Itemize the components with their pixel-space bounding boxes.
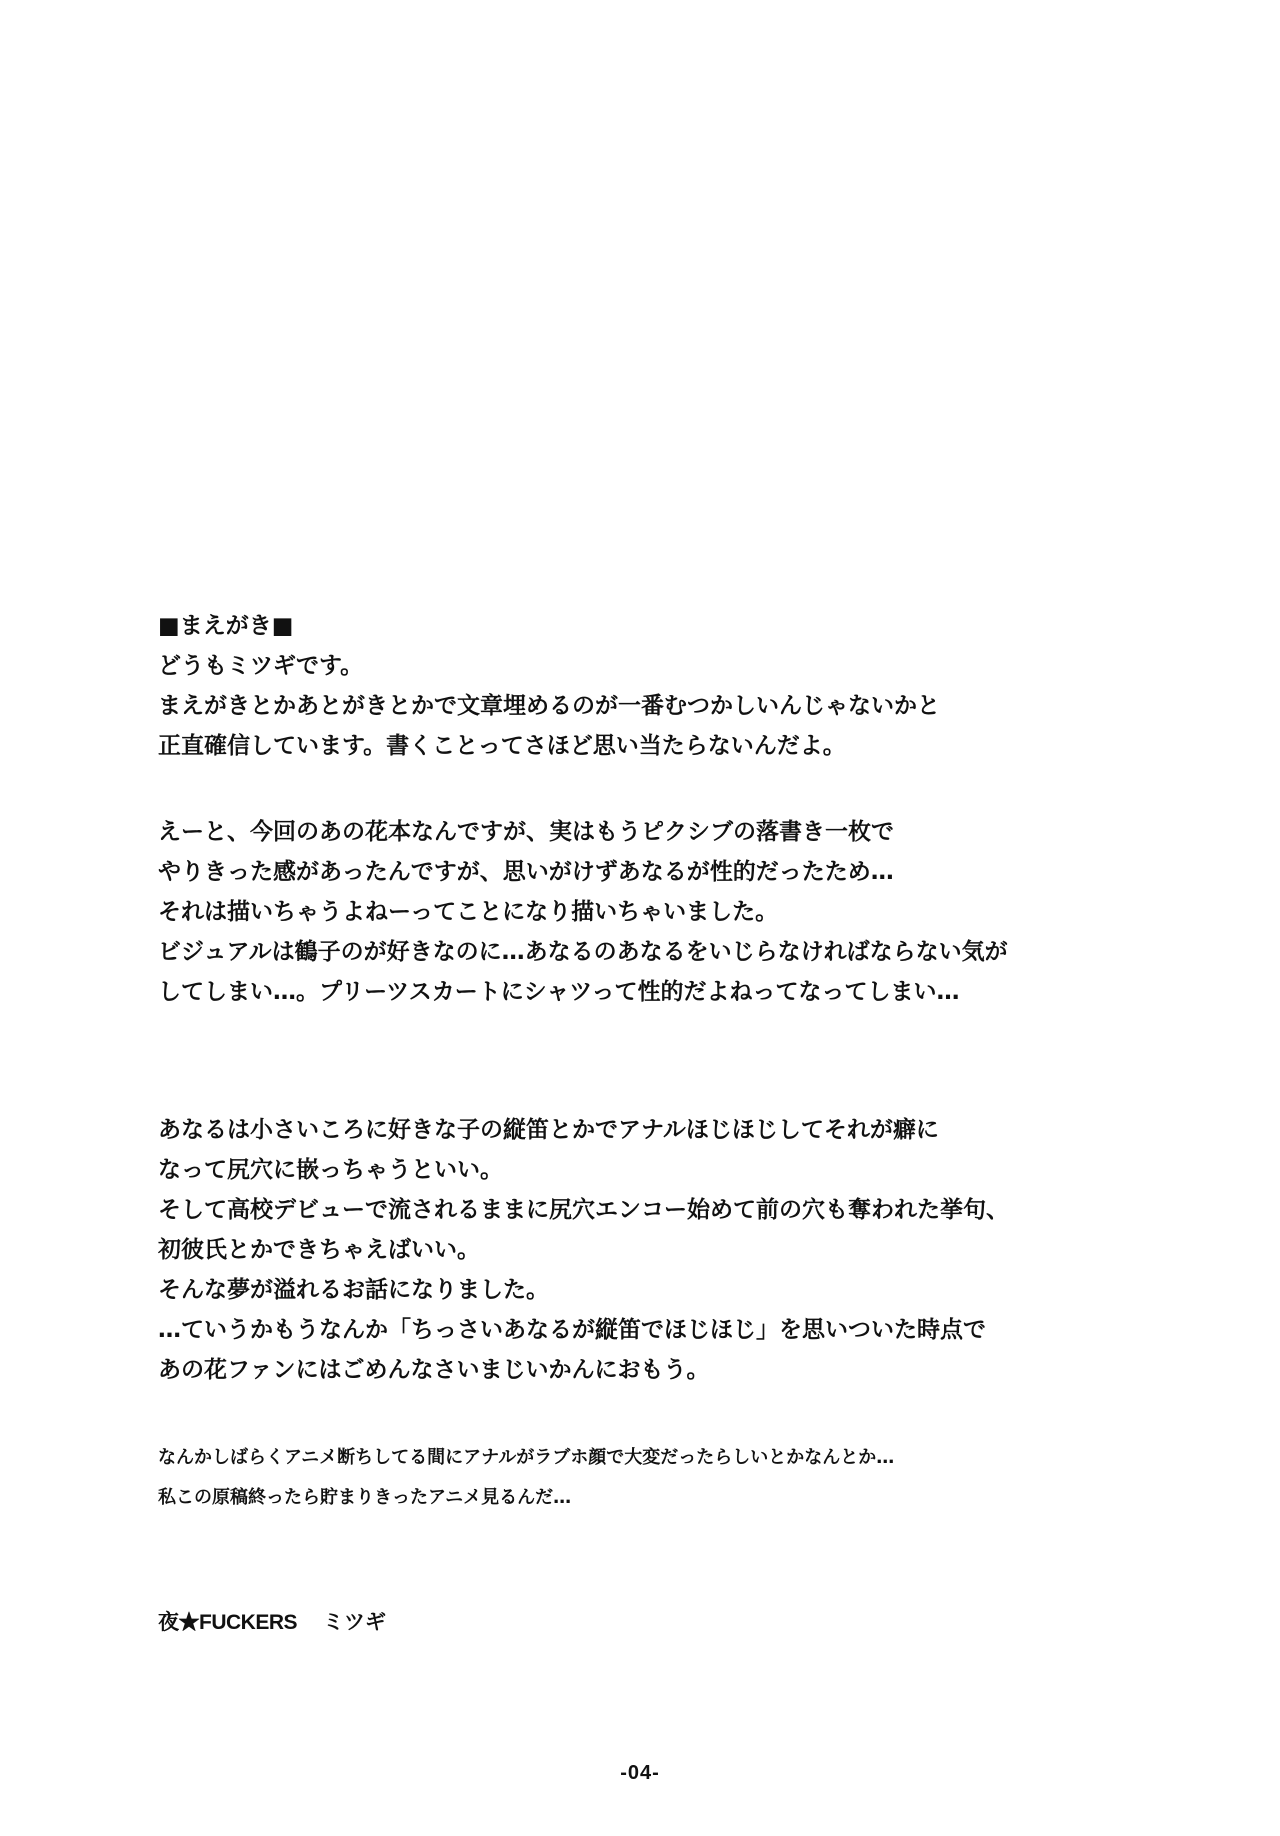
about-paragraph xyxy=(158,812,1008,1012)
about-line: やりきった感があったんですが、思いがけずあなるが性的だったため… xyxy=(158,859,894,885)
about-line: ビジュアルは鶴子のが好きなのに…あなるのあなるをいじらなければならない気が xyxy=(158,939,1008,965)
story-line: あの花ファンにはごめんなさいまじいかんにおもう。 xyxy=(158,1357,710,1383)
heading-text: ■まえがき■ xyxy=(158,613,294,639)
story-line: 初彼氏とかできちゃえばいい。 xyxy=(158,1237,480,1263)
circle-name: 夜★FUCKERS xyxy=(158,1611,298,1634)
about-line: してしまい…。プリーツスカートにシャツって性的だよねってなってしまい… xyxy=(158,979,960,1005)
notes-paragraph xyxy=(158,1438,894,1518)
intro-line: どうもミツギです。 xyxy=(158,653,364,679)
story-line: あなるは小さいころに好きな子の縦笛とかでアナルほじほじしてそれが癖に xyxy=(158,1117,939,1143)
story-line: …ていうかもうなんか「ちっさいあなるが縦笛でほじほじ」を思いついた時点で xyxy=(158,1317,986,1343)
story-paragraph xyxy=(158,1110,1009,1390)
story-line: そんな夢が溢れるお話になりました。 xyxy=(158,1277,549,1303)
about-line: それは描いちゃうよねーってことになり描いちゃいました。 xyxy=(158,899,779,925)
story-line: そして高校デビューで流されるままに尻穴エンコー始めて前の穴も奪われた挙句、 xyxy=(158,1197,1009,1223)
author-name: ミツギ xyxy=(323,1610,387,1634)
notes-line: 私この原稿終ったら貯まりきったアニメ見るんだ… xyxy=(158,1487,572,1508)
intro-paragraph xyxy=(158,646,940,766)
page-number: -04- xyxy=(620,1762,660,1784)
intro-line: まえがきとかあとがきとかで文章埋めるのが一番むつかしいんじゃないかと xyxy=(158,693,940,719)
intro-line: 正直確信しています。書くことってさほど思い当たらないんだよ。 xyxy=(158,733,846,759)
notes-line: なんかしばらくアニメ断ちしてる間にアナルがラブホ顔で大変だったらしいとかなんとか… xyxy=(158,1447,895,1468)
story-line: なって尻穴に嵌っちゃうといい。 xyxy=(158,1157,503,1183)
section-heading xyxy=(158,606,293,646)
about-line: えーと、今回のあの花本なんですが、実はもうピクシブの落書き一枚で xyxy=(158,819,894,845)
signature xyxy=(158,1602,386,1643)
